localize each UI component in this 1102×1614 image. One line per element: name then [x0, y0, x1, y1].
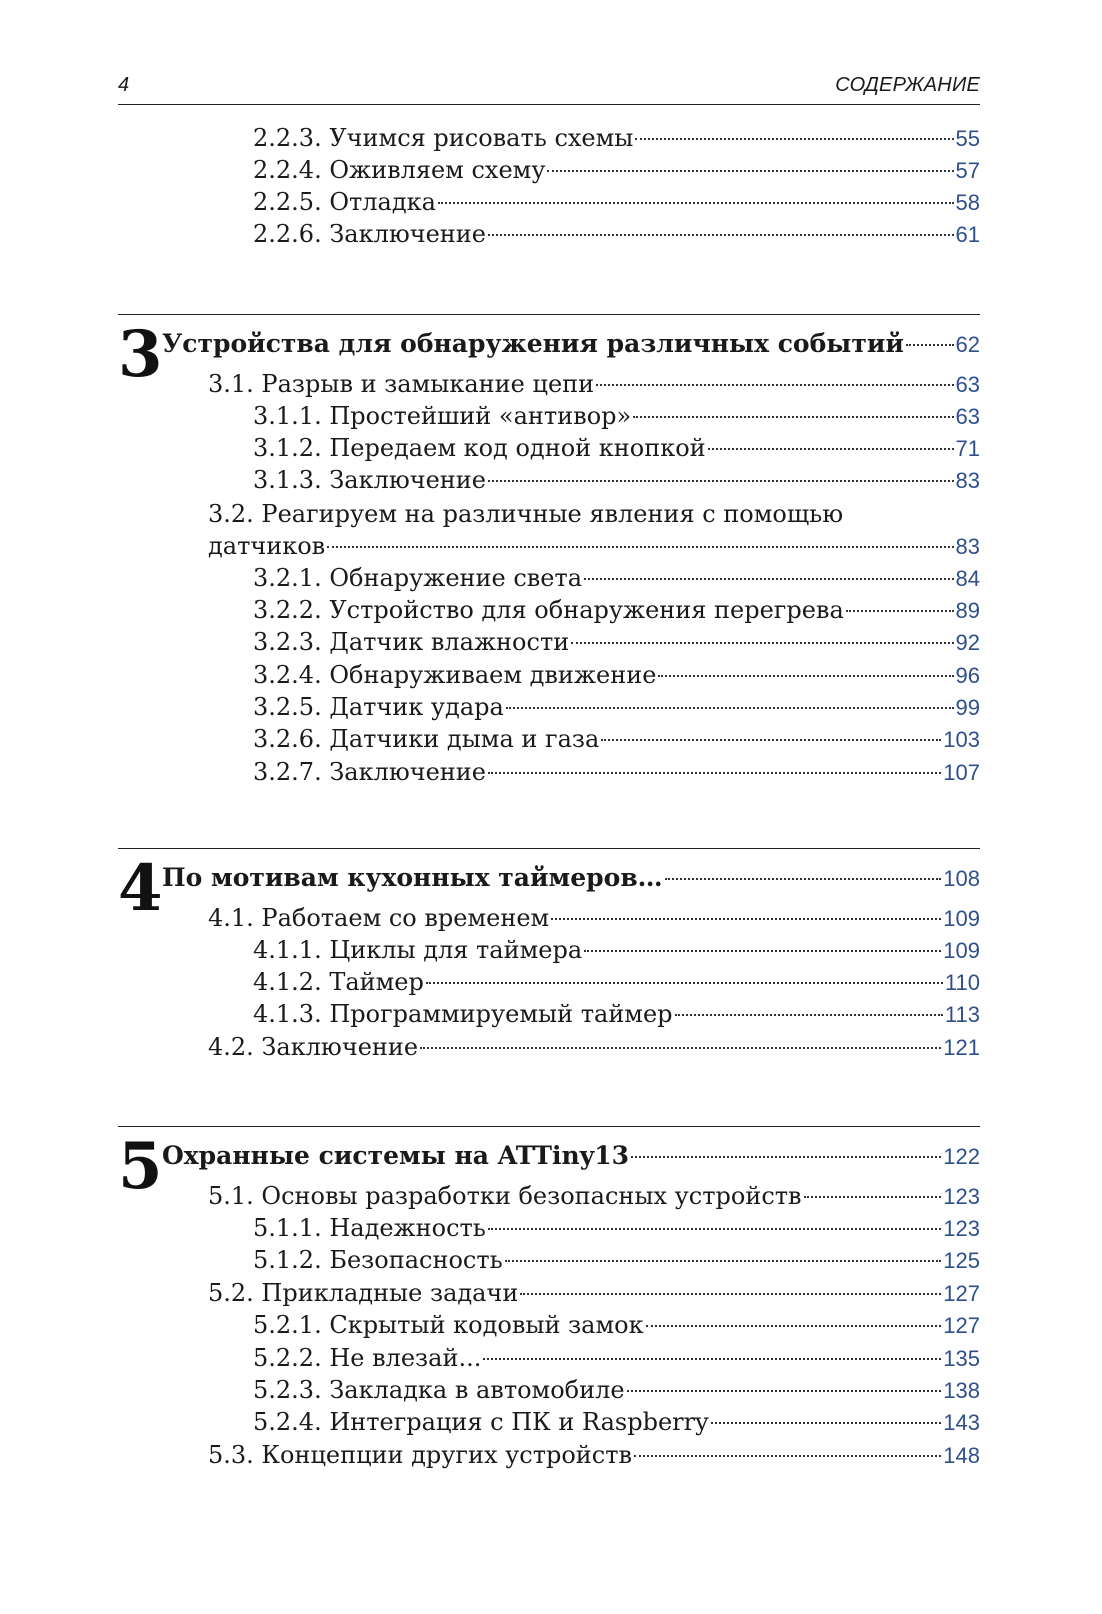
dot-leader — [675, 1014, 943, 1016]
dot-leader — [711, 1422, 942, 1424]
chapter-page: 108 — [943, 866, 980, 891]
toc-entry[interactable] — [208, 1439, 980, 1471]
toc-entry-page: 96 — [955, 663, 980, 688]
toc-entry-page: 99 — [955, 695, 980, 720]
toc-entry[interactable] — [208, 530, 980, 562]
toc-entry-page: 110 — [944, 970, 980, 995]
running-head-title: СОДЕРЖАНИЕ — [835, 74, 980, 96]
chapter-title: Устройства для обнаружения различных событий — [162, 329, 904, 358]
toc-entry-title-line1[interactable]: 3.2. Реагируем на различные явления с помощью — [208, 500, 844, 528]
toc-entry[interactable] — [208, 1277, 980, 1309]
toc-entry-page: 58 — [955, 190, 980, 215]
toc-entry[interactable] — [208, 1180, 980, 1212]
dot-leader — [633, 416, 953, 418]
toc-entry-title: 2.2.6. Заключение — [253, 220, 486, 248]
toc-entry[interactable] — [208, 1031, 980, 1063]
toc-entry[interactable] — [208, 902, 980, 934]
toc-entry[interactable] — [253, 659, 980, 691]
dot-leader — [665, 878, 942, 880]
dot-leader — [438, 202, 954, 204]
toc-entry-title: 2.2.4. Оживляем схему — [253, 156, 546, 184]
dot-leader — [488, 1228, 941, 1230]
toc-entry-page: 109 — [943, 906, 980, 931]
toc-entry-title: 4.1.2. Таймер — [253, 968, 424, 996]
toc-entry-page: 83 — [955, 534, 980, 559]
dot-leader — [804, 1196, 942, 1198]
toc-entry-title: 4.1. Работаем со временем — [208, 904, 550, 932]
toc-entry-page: 103 — [943, 727, 980, 752]
dot-leader — [483, 1358, 941, 1360]
toc-entry-page: 61 — [955, 222, 980, 247]
toc-entry-page: 84 — [955, 566, 980, 591]
dot-leader — [506, 707, 954, 709]
toc-entry-page: 148 — [943, 1443, 980, 1468]
toc-entry-title: 2.2.5. Отладка — [253, 188, 436, 216]
toc-entry-title: 4.1.1. Циклы для таймера — [253, 936, 583, 964]
dot-leader — [906, 344, 954, 346]
toc-entry[interactable] — [253, 562, 980, 594]
chapter-divider — [118, 1126, 980, 1127]
toc-chapter-entry[interactable] — [162, 1138, 980, 1174]
toc-entry[interactable] — [253, 594, 980, 626]
dot-leader — [547, 170, 953, 172]
toc-entry[interactable] — [253, 966, 980, 998]
toc-entry-title-line2: датчиков — [208, 532, 326, 560]
toc-entry-page: 89 — [955, 598, 980, 623]
dot-leader — [426, 982, 943, 984]
toc-entry-title: 3.2.1. Обнаружение света — [253, 564, 583, 592]
toc-entry-title: 5.2.2. Не влезай... — [253, 1344, 482, 1372]
toc-entry-page: 143 — [943, 1410, 980, 1435]
toc-entry-page: 71 — [955, 436, 980, 461]
dot-leader — [520, 1293, 941, 1295]
toc-entry-title: 3.1.3. Заключение — [253, 466, 486, 494]
toc-entry-page: 121 — [943, 1035, 980, 1060]
page-number: 4 — [118, 74, 130, 96]
toc-entry-page: 107 — [943, 760, 980, 785]
toc-entry[interactable] — [208, 368, 980, 400]
toc-entry-title: 3.1. Разрыв и замыкание цепи — [208, 370, 595, 398]
toc-entry[interactable] — [253, 756, 980, 788]
dot-leader — [327, 546, 953, 548]
toc-entry[interactable] — [253, 691, 980, 723]
dot-leader — [658, 675, 953, 677]
toc-entry-page: 123 — [943, 1216, 980, 1241]
toc-entry-title: 5.3. Концепции других устройств — [208, 1441, 633, 1469]
toc-entry-page: 135 — [943, 1346, 980, 1371]
toc-entry[interactable] — [253, 400, 980, 432]
toc-entry-page: 123 — [943, 1184, 980, 1209]
toc-entry-page: 55 — [955, 126, 980, 151]
toc-entry[interactable] — [253, 1374, 980, 1406]
toc-entry-title: 3.2.5. Датчик удара — [253, 693, 504, 721]
chapter-title: Охранные системы на ATTiny13 — [162, 1141, 630, 1170]
dot-leader — [584, 578, 953, 580]
toc-entry[interactable] — [253, 186, 980, 218]
toc-entry-title: 5.1.1. Надежность — [253, 1214, 486, 1242]
toc-entry-page: 92 — [955, 630, 980, 655]
toc-entry-page: 138 — [943, 1378, 980, 1403]
toc-entry-title: 3.2.6. Датчики дыма и газа — [253, 725, 600, 753]
toc-chapter-entry[interactable] — [162, 860, 980, 896]
toc-entry-title: 5.2.1. Скрытый кодовый замок — [253, 1311, 644, 1339]
dot-leader — [488, 234, 954, 236]
toc-entry-title: 5.1. Основы разработки безопасных устройств — [208, 1182, 802, 1210]
toc-entry-title: 5.1.2. Безопасность — [253, 1246, 503, 1274]
toc-entry-page: 57 — [955, 158, 980, 183]
dot-leader — [708, 448, 954, 450]
toc-entry-page: 109 — [943, 938, 980, 963]
toc-entry-title: 4.2. Заключение — [208, 1033, 419, 1061]
dot-leader — [634, 1455, 941, 1457]
chapter-page: 122 — [943, 1144, 980, 1169]
toc-entry-page: 125 — [943, 1248, 980, 1273]
toc-entry-page: 127 — [943, 1281, 980, 1306]
toc-entry[interactable] — [253, 1309, 980, 1341]
toc-entry-page: 63 — [955, 372, 980, 397]
chapter-divider — [118, 314, 980, 315]
dot-leader — [571, 642, 953, 644]
toc-entry-page: 63 — [955, 404, 980, 429]
toc-entry-title: 5.2.3. Закладка в автомобиле — [253, 1376, 625, 1404]
toc-entry[interactable] — [253, 998, 980, 1030]
toc-entry[interactable] — [253, 1212, 980, 1244]
dot-leader — [646, 1325, 942, 1327]
toc-entry[interactable] — [253, 154, 980, 186]
toc-chapter-entry[interactable] — [162, 326, 980, 362]
dot-leader — [420, 1047, 941, 1049]
toc-entry[interactable] — [253, 464, 980, 496]
toc-entry[interactable] — [253, 432, 980, 464]
chapter-page: 62 — [955, 332, 980, 357]
toc-entry[interactable] — [253, 1244, 980, 1276]
chapter-number: 3 — [118, 317, 163, 392]
dot-leader — [551, 918, 941, 920]
toc-page — [118, 0, 980, 1614]
running-head — [118, 70, 980, 105]
dot-leader — [846, 610, 954, 612]
dot-leader — [601, 739, 941, 741]
toc-entry-page: 113 — [944, 1002, 980, 1027]
toc-entry-page: 127 — [943, 1313, 980, 1338]
toc-entry-title: 3.2.7. Заключение — [253, 758, 486, 786]
toc-entry-title: 2.2.3. Учимся рисовать схемы — [253, 124, 634, 152]
dot-leader — [488, 772, 941, 774]
dot-leader — [631, 1156, 941, 1158]
toc-entry-title: 5.2.4. Интеграция с ПК и Raspberry — [253, 1408, 709, 1436]
toc-entry-title: 4.1.3. Программируемый таймер — [253, 1000, 673, 1028]
dot-leader — [505, 1260, 942, 1262]
toc-entry-page: 83 — [955, 468, 980, 493]
toc-entry-title: 3.2.2. Устройство для обнаружения перегрева — [253, 596, 844, 624]
dot-leader — [596, 384, 953, 386]
toc-entry-title: 3.1.1. Простейший «антивор» — [253, 402, 632, 430]
chapter-number: 4 — [118, 851, 163, 926]
toc-entry[interactable] — [253, 626, 980, 658]
dot-leader — [635, 138, 953, 140]
toc-entry-title: 3.2.3. Датчик влажности — [253, 628, 570, 656]
toc-entry-title: 5.2. Прикладные задачи — [208, 1279, 519, 1307]
dot-leader — [488, 480, 954, 482]
toc-entry[interactable] — [253, 723, 980, 755]
toc-entry[interactable] — [253, 1406, 980, 1438]
toc-entry[interactable] — [253, 1342, 980, 1374]
toc-entry-title: 3.1.2. Передаем код одной кнопкой — [253, 434, 706, 462]
toc-entry[interactable] — [253, 934, 980, 966]
dot-leader — [627, 1390, 942, 1392]
chapter-number: 5 — [118, 1129, 163, 1204]
chapter-title: По мотивам кухонных таймеров… — [162, 863, 663, 892]
toc-entry[interactable] — [253, 122, 980, 154]
chapter-divider — [118, 848, 980, 849]
toc-entry-title: 3.2.4. Обнаруживаем движение — [253, 661, 657, 689]
toc-entry[interactable] — [253, 218, 980, 250]
dot-leader — [584, 950, 941, 952]
